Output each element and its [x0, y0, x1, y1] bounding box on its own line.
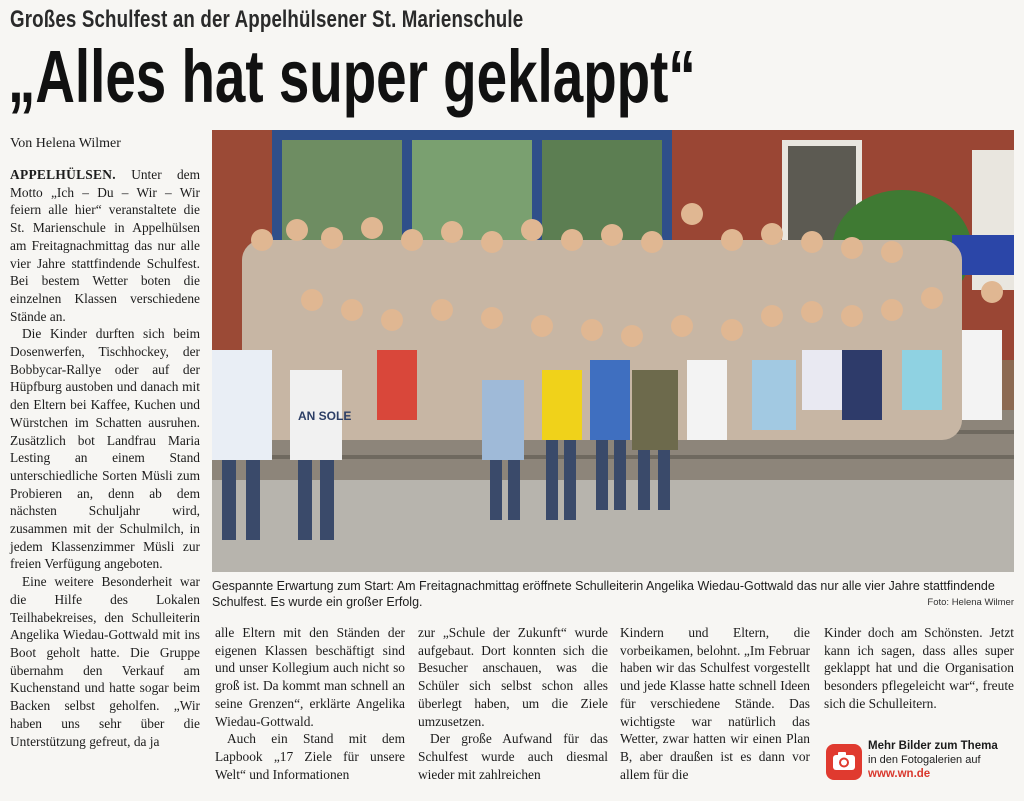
promo-title: Mehr Bilder zum Thema	[868, 740, 998, 752]
paragraph-9: Kinder doch am Schönsten. Jetzt kann ich sagen, dass alles super geklappt hat und die Organisation besonders pflegeleicht war“, freute sich die Schulleitern.	[824, 625, 1014, 711]
paragraph-1: APPELHÜLSEN. Unter dem Motto „Ich – Du – Wir – Wir feiern alle hier“ veranstaltete die St. Marienschule in Appelhülsen am Freitagnachmittag das nur alle vier Jahre stattfindende Schulfest. Bei bestem Wetter boten die einzelnen Klassen verschiedene Stände an.	[10, 167, 200, 324]
article-column-3	[418, 624, 608, 783]
article-headline: „Alles hat super geklappt“	[8, 35, 696, 118]
article-column-5	[824, 624, 1014, 713]
photo-caption: Gespannte Erwartung zum Start: Am Freitagnachmittag eröffnete Schulleiterin Angelika Wiedau-Gottwald das nur alle vier Jahre stattfindende Schulfest. Es wurde ein großer Erfolg.	[212, 579, 995, 609]
school-children-photo	[212, 130, 1014, 572]
paragraph-7: Der große Aufwand für das Schulfest wurde auch diesmal wieder mit zahlreichen	[418, 731, 608, 782]
promo-link[interactable]: www.wn.de	[868, 768, 931, 780]
paragraph-8: Kindern und Eltern, die vorbeikamen, belohnt. „Im Februar haben wir das Schulfest vorgestellt und jede Klasse hatte schnell Ideen für verschiedene Stände. Das wichtigste war natürlich das Wetter, zwar hatten wir einen Plan B, aber draußen ist es dann vor allem für die	[620, 625, 810, 782]
more-photos-promo[interactable]	[826, 740, 1016, 786]
article-column-4	[620, 624, 810, 783]
shirt-print: AN SOLE	[298, 409, 352, 423]
photo-credit: Foto: Helena Wilmer	[927, 597, 1014, 608]
paragraph-5: Auch ein Stand mit dem Lapbook „17 Ziele für unsere Welt“ und Informationen	[215, 731, 405, 782]
camera-icon	[826, 744, 862, 780]
paragraph-4: alle Eltern mit den Ständen der eigenen Klassen beschäftigt sind und unser Kollegium auch nicht so groß ist. Da kommt man schnell an seine Grenzen“, erklärte Angelika Wiedau-Gottwald.	[215, 625, 405, 729]
article-kicker: Großes Schulfest an der Appelhülsener St. Marienschule	[10, 6, 524, 33]
paragraph-2: Die Kinder durften sich beim Dosenwerfen, Tischhockey, der Bobbycar-Rallye oder auf der Hüpfburg austoben und danach mit den Eltern bei Kaffee, Kuchen und Würstchen im Schatten ausruhen. Zusätzlich bot Landfrau Maria Lesting an einem Stand unterschiedliche Sorten Müsli zum Probieren an, denn ab dem nächsten Schuljahr wird, zusammen mit der Schulmilch, in jedem Klassenzimmer Müsli zur freien Verfügung angeboten.	[10, 326, 200, 572]
paragraph-3: Eine weitere Besonderheit war die Hilfe des Lokalen Teilhabekreises, den Schulleiterin Angelika Wiedau-Gottwald mit ins Boot geholt hatte. Die Gruppe übernahm den Verkauf am Kuchenstand und hatte sogar beim Backen selbst geholfen. „Wir haben uns sehr über die Unterstützung gefreut, da ja	[10, 574, 200, 749]
article-column-1	[10, 166, 200, 750]
article-byline: Von Helena Wilmer	[10, 136, 121, 151]
article-photo	[212, 130, 1014, 572]
dateline: APPELHÜLSEN.	[10, 167, 116, 182]
paragraph-6: zur „Schule der Zukunft“ wurde aufgebaut. Dort konnten sich die Besucher anschauen, was die Schüler sich selbst schon alles überlegt haben, um die Ziele umzusetzen.	[418, 625, 608, 729]
promo-subtitle: in den Fotogalerien auf	[868, 754, 981, 766]
article-column-2	[215, 624, 405, 783]
